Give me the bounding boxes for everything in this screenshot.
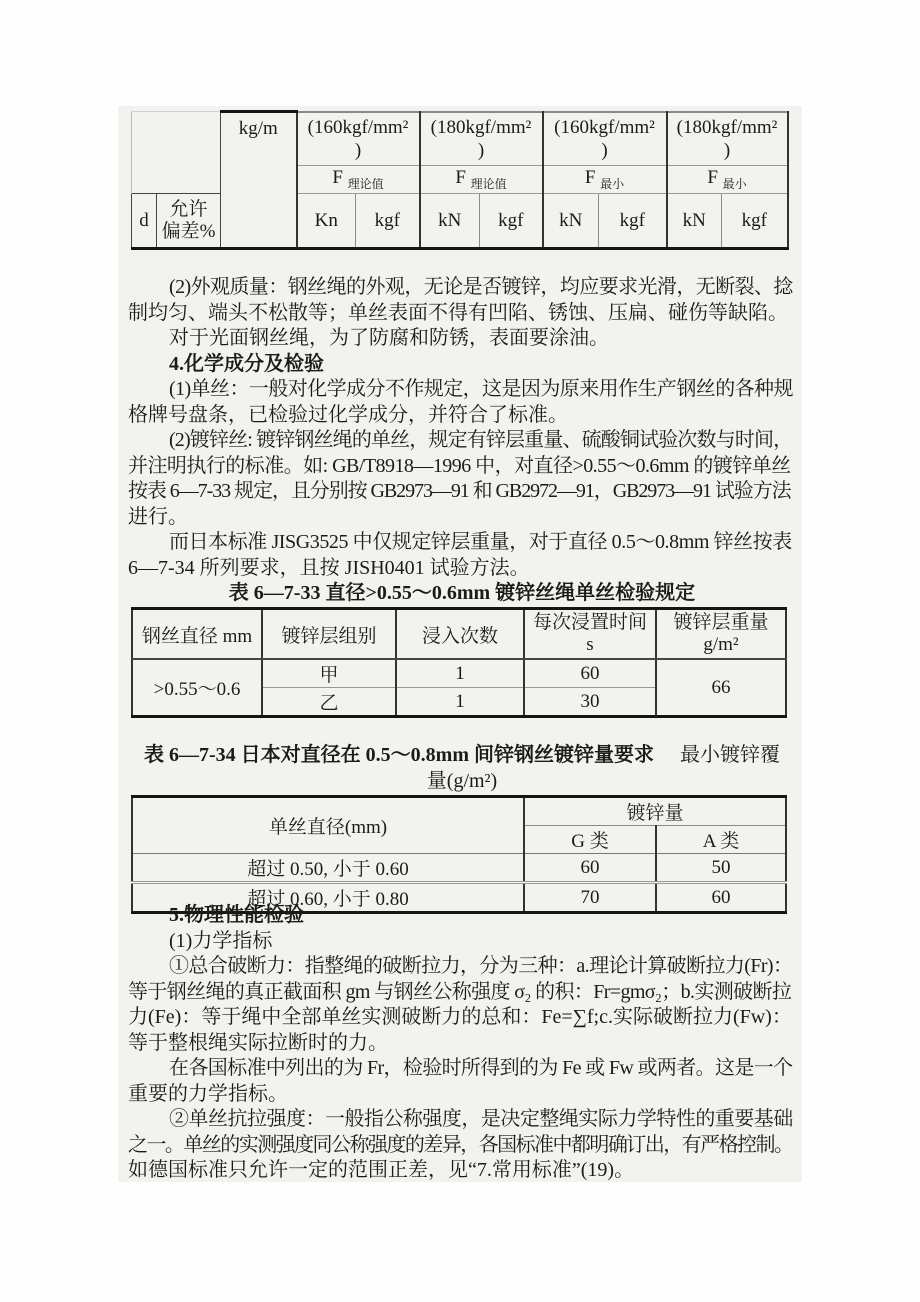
text-line: 等于钢丝绳的真正截面积 gm 与钢丝公称强度 σ₂ 的积：Fr=gmσ₂；b.实测破断拉: [128, 980, 792, 1003]
section-heading-physical: 5.物理性能检验: [169, 904, 304, 926]
t33-header-coating-group: 镀锌层组别: [262, 609, 396, 660]
strength-group-header: [543, 112, 667, 166]
text-line: 进行。: [128, 505, 188, 528]
t34-header-diameter: 单丝直径(mm): [132, 797, 524, 854]
table-34-title-tail: 最小镀锌覆: [679, 744, 780, 766]
group-header-line1: (160kgf/mm²: [554, 116, 655, 138]
group-header-line2: ): [601, 139, 608, 161]
section-heading-chemical: 4.化学成分及检验: [169, 352, 324, 375]
t33-header-diameter: 钢丝直径 mm: [132, 609, 262, 660]
force-symbol: F: [455, 167, 466, 189]
text-line: ②单丝抗拉强度：一般指公称强度，是决定整绳实际力学特性的重要基础: [169, 1108, 793, 1130]
group-header-line2: ): [723, 139, 731, 161]
unit-cell: kN: [667, 194, 722, 249]
text-line: (2)外观质量：钢丝绳的外观，无论是否镀锌，均应要求光滑，无断裂、捻: [169, 276, 793, 298]
t33-cell-time: 60: [524, 659, 656, 688]
t34-header-zinc-amount: 镀锌量: [524, 797, 786, 826]
kgm-header-cell: kg/m: [221, 112, 297, 249]
text-line: (1)力学指标: [169, 929, 273, 952]
t34-cell-range: 超过 0.60, 小于 0.80: [132, 883, 524, 913]
text-line: (2)镀锌丝: 镀锌钢丝绳的单丝，规定有锌层重量、硫酸铜试验次数与时间，: [169, 429, 793, 451]
table-34-title-bold: 表 6—7-34 日本对直径在 0.5～0.8mm 间锌钢丝镀锌量要求: [144, 744, 654, 766]
table-6-7-34: [131, 795, 787, 914]
group-header-line2: ): [477, 139, 485, 161]
t33-cell-group: 乙: [262, 688, 396, 717]
tolerance-line1: 允许: [169, 198, 208, 220]
t33-header-zinc-weight-line1: 镀锌层重量: [673, 612, 769, 633]
table-6-7-33: [131, 607, 787, 718]
group-header-line1: (160kgf/mm²: [307, 116, 409, 138]
group-header-line2: ): [354, 139, 362, 161]
text-line: 按表 6—7-33 规定，且分别按 GB2973—91 和 GB2972—91，GB2973—91 试验方法: [128, 480, 791, 502]
text-line: 对于光面钢丝绳，为了防腐和防锈，表面要涂油。: [169, 327, 609, 349]
body-text-section-1: [128, 275, 796, 607]
force-symbol-cell: [297, 166, 420, 194]
body-text-section-2: [128, 903, 796, 1184]
text-line: 在各国标准中列出的为 Fr，检验时所得到的为 Fe 或 Fw 或两者。这是一个: [169, 1057, 793, 1079]
text-line: ①总合破断力：指整绳的破断拉力，分为三种：a.理论计算破断拉力(Fr)：: [169, 955, 793, 977]
unit-cell: kgf: [722, 194, 788, 249]
force-symbol-cell: [543, 166, 667, 194]
unit-cell: kN: [420, 194, 480, 249]
text-line: 而日本标准 JISG3525 中仅规定锌层重量，对于直径 0.5～0.8mm 锌丝按表: [169, 531, 792, 553]
t33-cell-dips: 1: [396, 659, 524, 688]
force-symbol-cell: [420, 166, 543, 194]
t34-cell-g: 70: [524, 883, 656, 913]
t33-cell-group: 甲: [262, 659, 396, 688]
unit-cell: kgf: [480, 194, 543, 249]
text-line: 之一。单丝的实测强度同公称强度的差异，各国标准中都明确订出，有严格控制。: [128, 1133, 793, 1156]
wire-rope-strength-table-fragment: [131, 110, 789, 250]
table-34-title-line2: 量(g/m²): [426, 769, 498, 792]
t33-cell-diameter: >0.55～0.6: [132, 659, 262, 717]
unit-cell: kgf: [356, 194, 420, 249]
text-line: 格牌号盘条，已检验过化学成分，并符合了标准。: [128, 403, 568, 426]
text-line: 制均匀、端头不松散等；单丝表面不得有凹陷、锈蚀、压扁、碰伤等缺陷。: [128, 301, 788, 324]
force-symbol: F: [707, 167, 718, 189]
t33-cell-dips: 1: [396, 688, 524, 717]
table-34-title-line1: [128, 743, 796, 769]
t33-header-dip-time-unit: s: [586, 634, 594, 655]
force-subscript: 最小: [722, 176, 747, 191]
force-symbol: F: [332, 167, 343, 189]
force-subscript: 理论值: [470, 176, 507, 191]
unit-cell: kN: [543, 194, 599, 249]
text-line: 并注明执行的标准。如: GB/T8918—1996 中，对直径>0.55～0.6mm 的镀锌单丝: [128, 454, 791, 477]
force-subscript: 理论值: [347, 176, 384, 191]
unit-cell: Kn: [297, 194, 356, 249]
text-line: 力(Fe)：等于绳中全部单丝实测破断力的总和：Fe=∑f;c.实际破断拉力(Fw)：: [128, 1006, 792, 1028]
t34-header-a-class: A 类: [656, 826, 786, 854]
t34-cell-a: 50: [656, 854, 786, 883]
t33-header-zinc-weight: [656, 609, 786, 660]
text-line: 等于整根绳实际拉断时的力。: [128, 1031, 388, 1054]
unit-cell: kgf: [599, 194, 667, 249]
t33-header-dips: 浸入次数: [396, 609, 524, 660]
diameter-column-header: d: [132, 194, 157, 249]
t33-header-dip-time: [524, 609, 656, 660]
force-symbol-cell: [667, 166, 788, 194]
t34-cell-g: 60: [524, 854, 656, 883]
text-line: (1)单丝：一般对化学成分不作规定，这是因为原来用作生产钢丝的各种规: [169, 378, 793, 400]
text-line: 如德国标准只允许一定的范围正差，见“7.常用标准”(19)。: [128, 1159, 635, 1181]
strength-group-header: [667, 112, 788, 166]
t34-cell-a: 60: [656, 883, 786, 913]
text-line: 重要的力学指标。: [128, 1082, 288, 1105]
table-corner-blank: [132, 112, 221, 194]
table-34-title: [128, 743, 796, 794]
tolerance-line2: 偏差%: [161, 220, 216, 242]
t33-cell-time: 30: [524, 688, 656, 717]
t33-cell-weight: 66: [656, 659, 786, 717]
strength-group-header: [297, 112, 420, 166]
table-33-title: 表 6—7-33 直径>0.55～0.6mm 镀锌丝绳单丝检验规定: [228, 582, 696, 604]
t34-header-g-class: G 类: [524, 826, 656, 854]
t33-header-zinc-weight-unit: g/m²: [703, 634, 739, 655]
t34-cell-range: 超过 0.50, 小于 0.60: [132, 854, 524, 883]
text-line: 6—7-34 所列要求，且按 JISH0401 试验方法。: [128, 556, 530, 579]
force-subscript: 最小: [600, 176, 625, 191]
group-header-line1: (180kgf/mm²: [430, 116, 532, 138]
group-header-line1: (180kgf/mm²: [676, 116, 778, 138]
force-symbol: F: [584, 167, 596, 189]
t33-header-dip-time-line1: 每次浸置时间: [532, 612, 647, 633]
tolerance-column-header: [157, 194, 221, 249]
strength-group-header: [420, 112, 543, 166]
